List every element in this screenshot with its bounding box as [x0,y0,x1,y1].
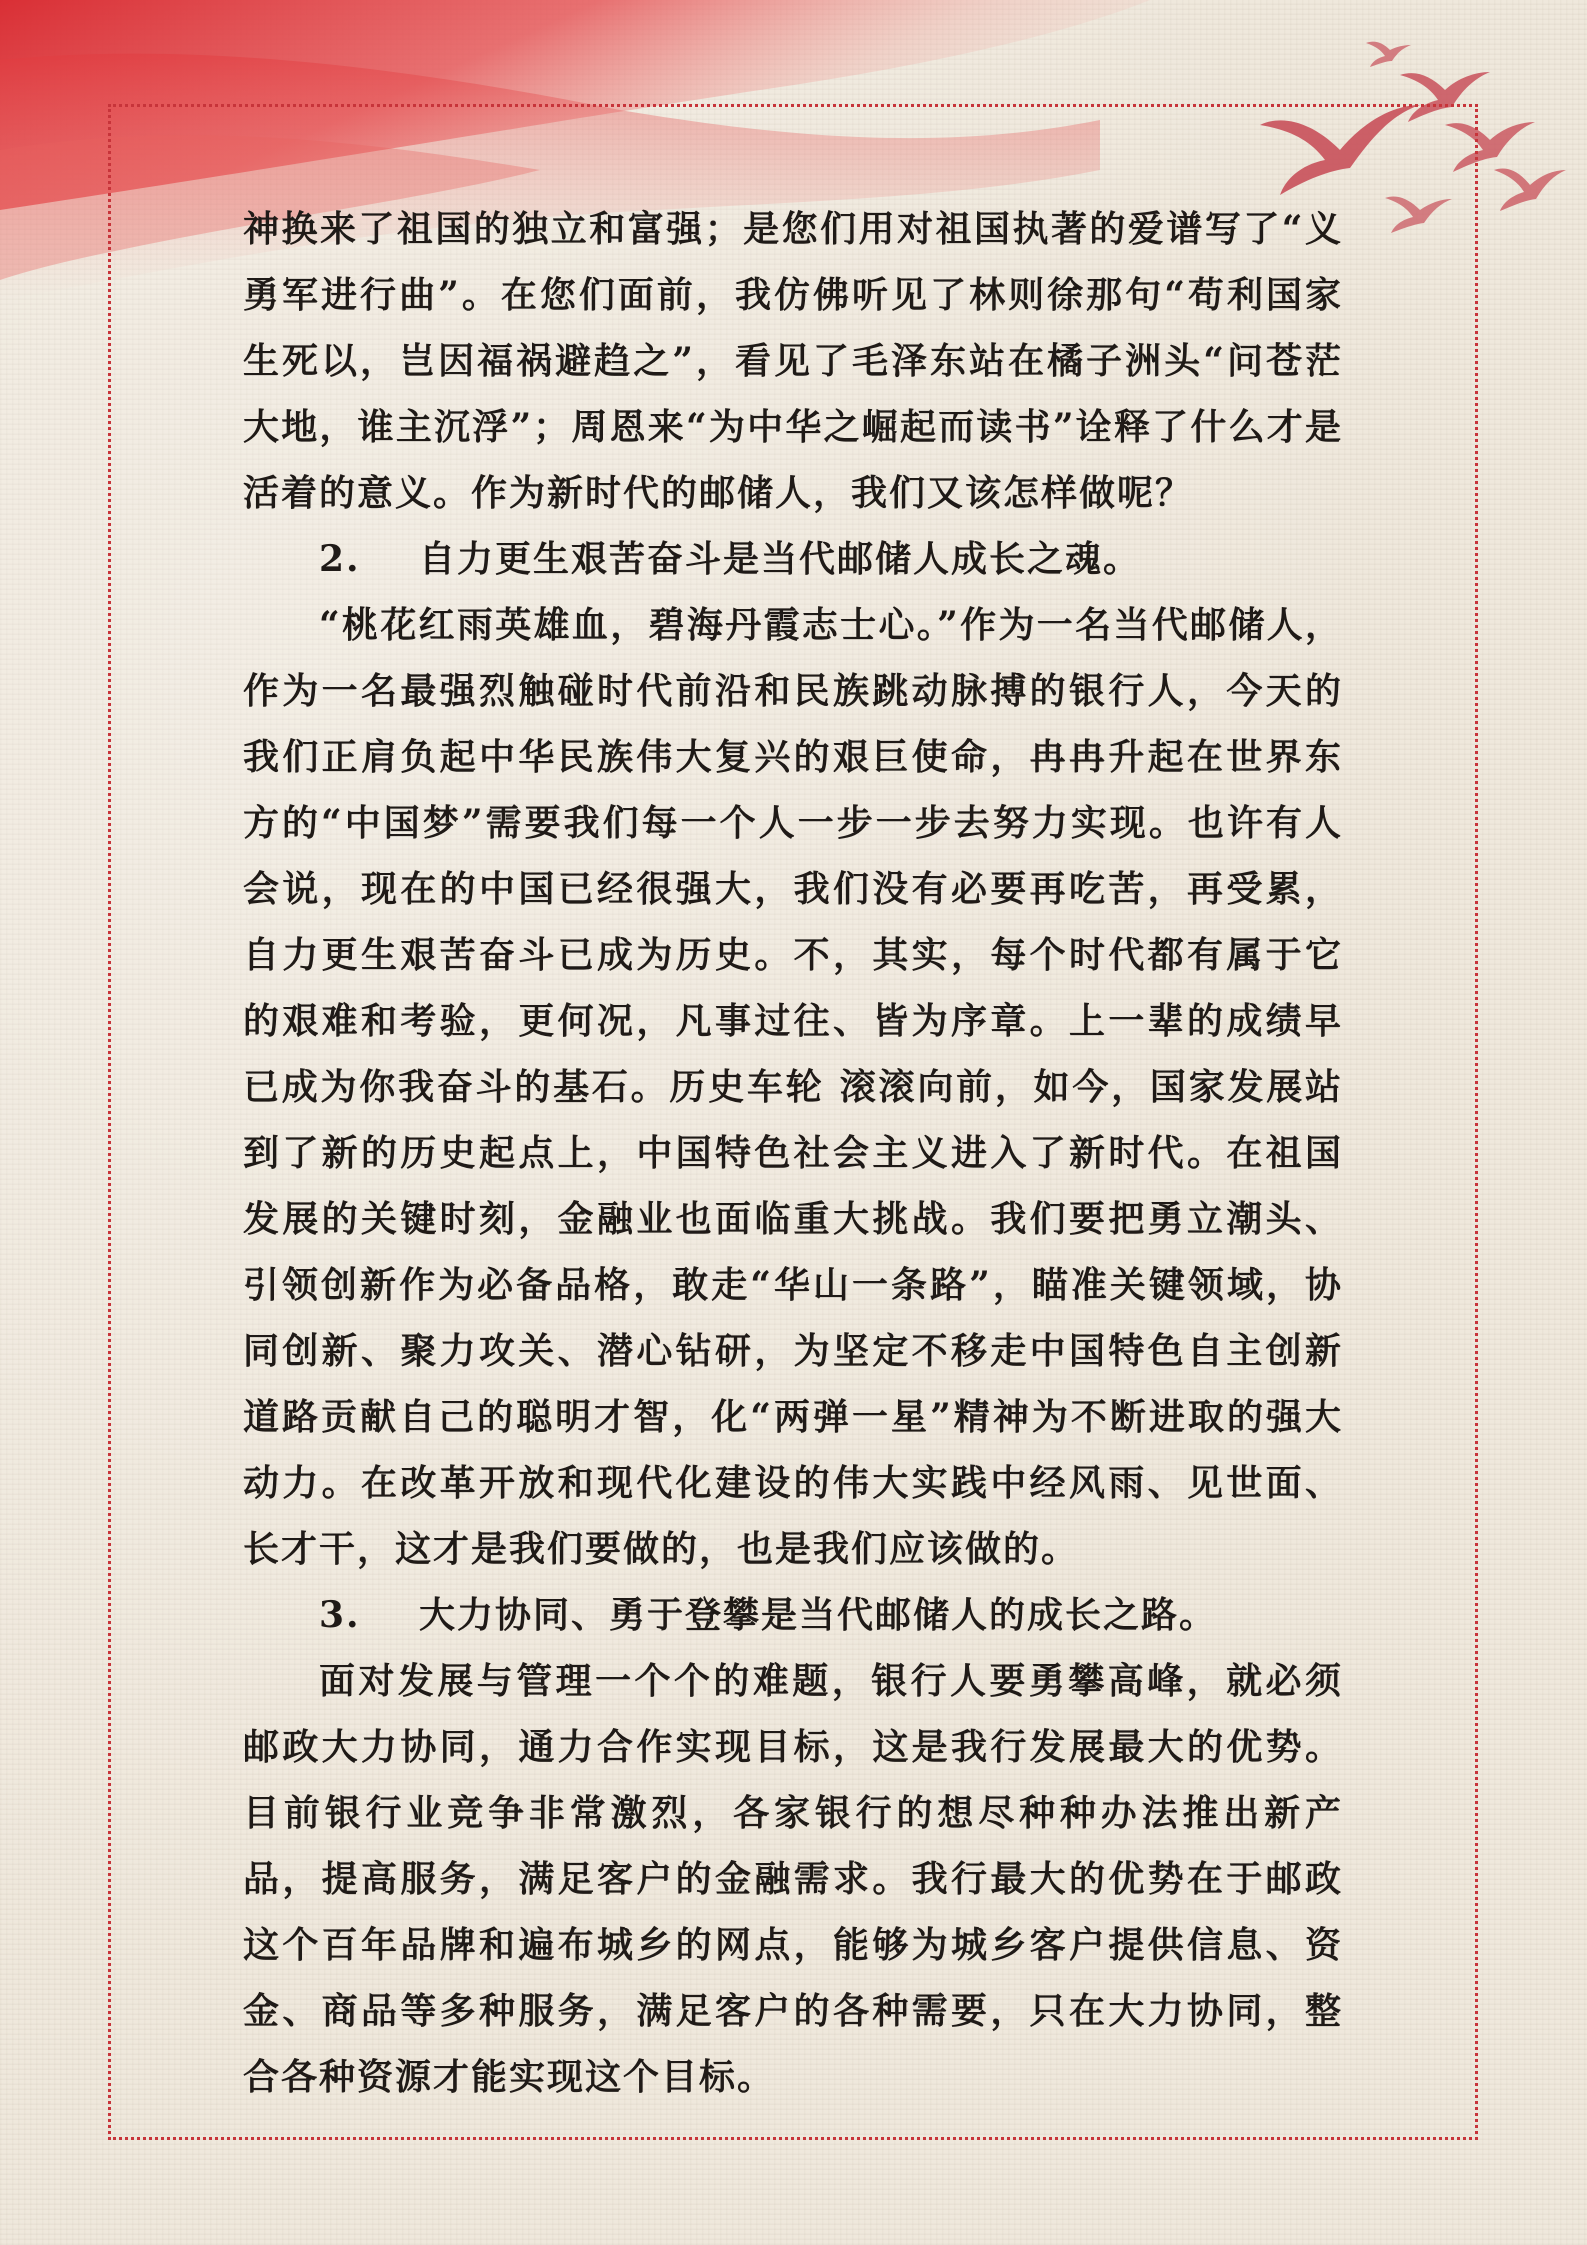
section-title-3: 大力协同、勇于登攀是当代邮储人的成长之路。 [419,1594,1218,1636]
paragraph-3: 面对发展与管理一个个的难题，银行人要勇攀高峰，就必须邮政大力协同，通力合作实现目标，这是我行发展最大的优势。目前银行业竞争非常激烈，各家银行的想尽种种办法推出新产品，提高服务，满足客户的金融需求。我行最大的优势在于邮政这个百年品牌和遍布城乡的网点，能够为城乡客户提供信息、资金、商品等多种服务，满足客户的各种需要，只在大力协同，整合各种资源才能实现这个目标。 [243,1660,1343,2098]
paragraph-continued: 神换来了祖国的独立和富强；是您们用对祖国执著的爱谱写了“义勇军进行曲”。在您们面前，我仿佛听见了林则徐那句“苟利国家生死以，岂因福祸避趋之”，看见了毛泽东站在橘子洲头“问苍茫大地，谁主沉浮”；周恩来“为中华之崛起而读书”诠释了什么才是活着的意义。作为新时代的邮储人，我们又该怎样做呢？ [243,208,1343,514]
section-title-2: 自力更生艰苦奋斗是当代邮储人成长之魂。 [419,538,1142,580]
article-body [243,196,1343,2110]
section-heading-2 [243,526,1343,592]
paragraph-2: “桃花红雨英雄血，碧海丹霞志士心。”作为一名当代邮储人，作为一名最强烈触碰时代前沿和民族跳动脉搏的银行人，今天的我们正肩负起中华民族伟大复兴的艰巨使命，冉冉升起在世界东方的“中国梦”需要我们每一个人一步一步去努力实现。也许有人会说，现在的中国已经很强大，我们没有必要再吃苦，再受累，自力更生艰苦奋斗已成为历史。不，其实，每个时代都有属于它的艰难和考验，更何况，凡事过往、皆为序章。上一辈的成绩早已成为你我奋斗的基石。历史车轮 滚滚向前，如今，国家发展站到了新的历史起点上，中国特色社会主义进入了新时代。在祖国发展的关键时刻，金融业也面临重大挑战。我们要把勇立潮头、引领创新作为必备品格，敢走“华山一条路”，瞄准关键领域，协同创新、聚力攻关、潜心钻研，为坚定不移走中国特色自主创新道路贡献自己的聪明才智，化“两弹一星”精神为不断进取的强大动力。在改革开放和现代化建设的伟大实践中经风雨、见世面、长才干，这才是我们要做的，也是我们应该做的。 [243,604,1343,1570]
section-heading-3 [243,1582,1343,1648]
section-number-3: 3. [319,1594,361,1636]
section-number-2: 2. [319,538,361,580]
